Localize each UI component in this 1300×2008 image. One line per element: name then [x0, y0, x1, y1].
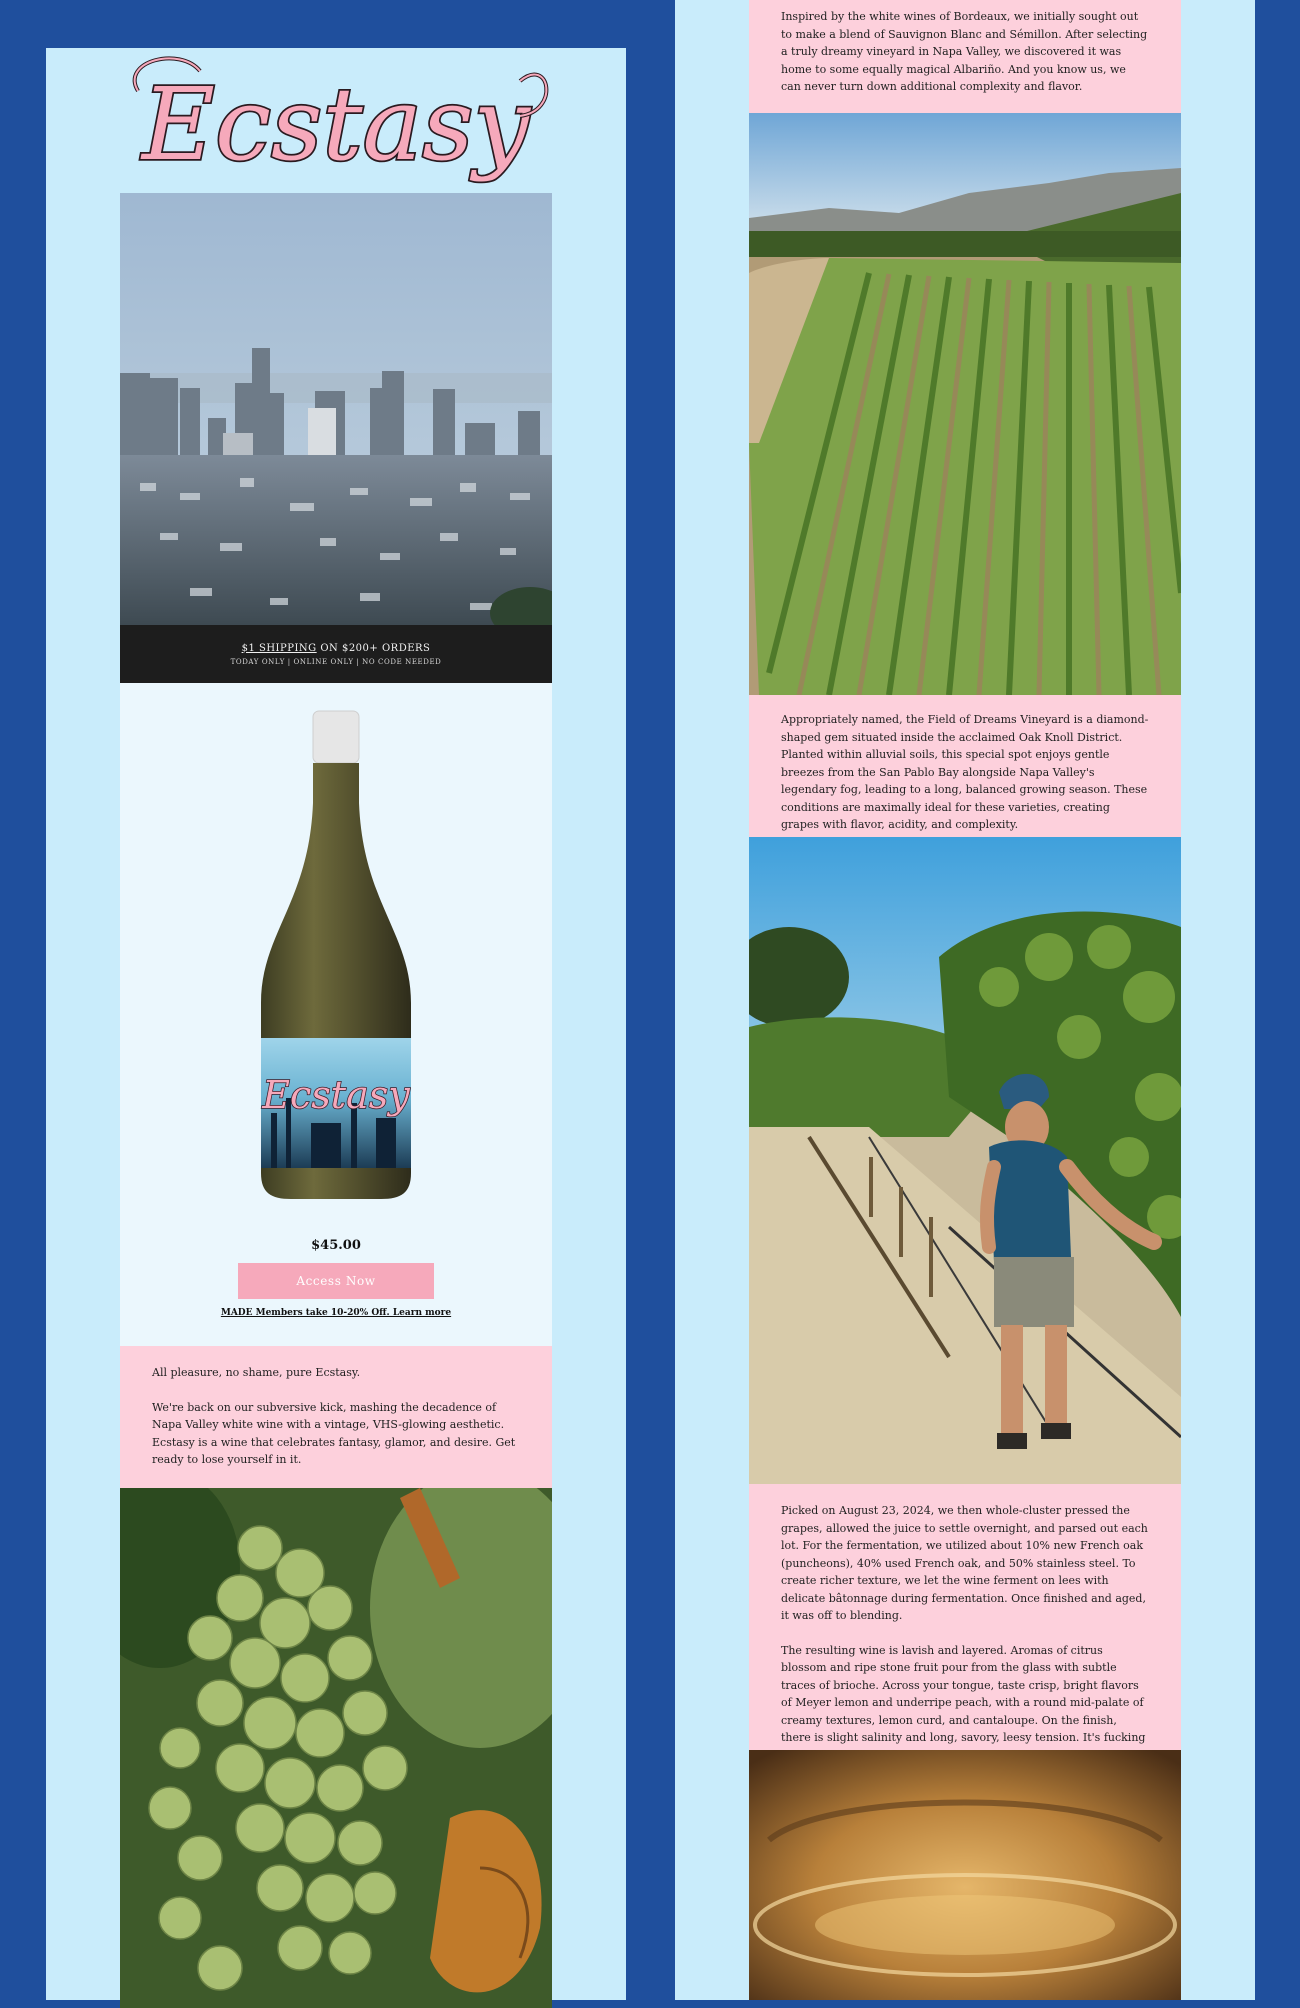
tasting-notes-paragraph: The resulting wine is lavish and layered. Aromas of citrus blossom and ripe stone fruit pour from the glass with subtle traces of brioche. Across your tongue, taste crisp, bright flavors of Meyer lemon and underripe peach, with a round mid-palate of creamy textures, lemon curd, and cantaloupe. On the finish, there is slight salinity and long, savory, leesy tension. It's fucking: [781, 1643, 1146, 1744]
shipping-banner[interactable]: [120, 625, 552, 683]
wine-glass-illustration: [749, 1750, 1181, 2000]
grapes-illustration: [120, 1488, 552, 2008]
vineyard-illustration: [749, 113, 1181, 695]
winemaking-text-block: [749, 1484, 1181, 1750]
shipping-text: ON $200+ ORDERS: [316, 642, 431, 654]
field-of-dreams-paragraph: Appropriately named, the Field of Dreams Vineyard is a diamond-shaped gem situated inside the acclaimed Oak Knoll District. Planted within alluvial soils, this special spot enjoys gentle breezes from the San Pablo Bay alongside Napa Valley's legendary fog, leading to a long, balanced growing season. These conditions are maximally ideal for these varieties, creating grapes with flavor, acidity, and complexity.: [781, 713, 1149, 831]
wine-bottle-image[interactable]: [120, 703, 552, 1203]
shipping-subtext: TODAY ONLY | ONLINE ONLY | NO CODE NEEDED: [230, 657, 442, 666]
farmer-illustration: [749, 837, 1181, 1484]
access-now-button[interactable]: Access Now: [238, 1263, 434, 1299]
wine-glass-image[interactable]: [749, 1750, 1181, 2000]
ecstasy-logo[interactable]: [120, 48, 552, 193]
logo-text: Ecstasy: [142, 65, 530, 183]
man-in-vineyard-image[interactable]: [749, 837, 1181, 1484]
shipping-banner-headline: [242, 643, 431, 654]
members-discount-link[interactable]: MADE Members take 10-20% Off. Learn more: [220, 1308, 452, 1318]
bottle-illustration: [251, 703, 421, 1203]
field-of-dreams-text-block: [749, 695, 1181, 837]
intro-tagline: All pleasure, no shame, pure Ecstasy.: [152, 1366, 361, 1379]
logo-wordmark: [120, 51, 552, 191]
product-price: $45.00: [311, 1238, 361, 1253]
shipping-link[interactable]: $1 SHIPPING: [241, 642, 317, 654]
email-right-column: [749, 0, 1181, 2000]
email-left-column: [120, 48, 552, 2008]
skyline-illustration: [120, 193, 552, 625]
product-card: [120, 683, 552, 1346]
picked-paragraph: Picked on August 23, 2024, we then whole-cluster pressed the grapes, allowed the juice to settle overnight, and parsed out each lot. For the fermentation, we utilized about 10% new French oak (puncheons), 40% used French oak, and 50% stainless steel. To create richer texture, we let the wine ferment on lees with delicate bâtonnage during fermentation. Once finished and aged, it was off to blending.: [781, 1504, 1148, 1622]
inspired-text-block: [749, 0, 1181, 113]
bottle-label-text: Ecstasy: [262, 1073, 410, 1117]
grapes-image[interactable]: [120, 1488, 552, 2008]
intro-text-block: [120, 1346, 552, 1488]
hero-skyline-image[interactable]: [120, 193, 552, 625]
inspired-paragraph: Inspired by the white wines of Bordeaux, we initially sought out to make a blend of Sauvignon Blanc and Sémillon. After selecting a truly dreamy vineyard in Napa Valley, we discovered it was home to some equally magical Albariño. And you know us, we can never turn down additional complexity and flavor.: [781, 10, 1148, 93]
intro-paragraph: We're back on our subversive kick, mashing the decadence of Napa Valley white wine with a vintage, VHS-glowing aesthetic. Ecstasy is a wine that celebrates fantasy, glamor, and desire. Get ready to lose yourself in it.: [152, 1400, 516, 1466]
vineyard-rows-image[interactable]: [749, 113, 1181, 695]
